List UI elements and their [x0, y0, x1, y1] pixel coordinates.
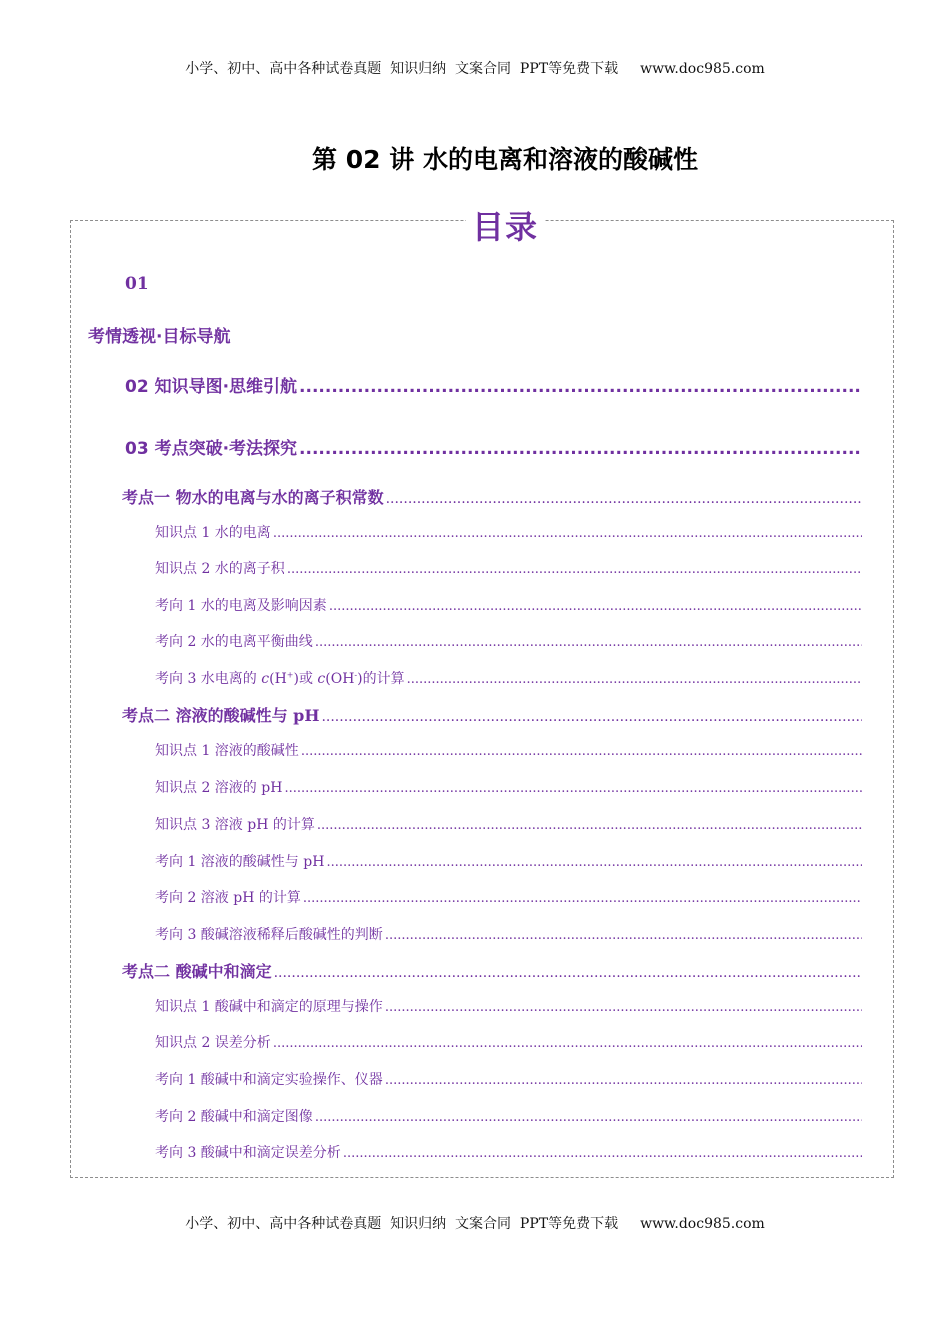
toc-item[interactable] — [155, 851, 862, 871]
toc-item-label: 考向 1 水的电离及影响因素 — [155, 598, 327, 614]
toc-heading — [0, 202, 950, 248]
toc-section-2-label: 02 知识导图·思维引航 — [125, 377, 298, 397]
toc-item[interactable] — [155, 887, 862, 907]
toc-item-text: c — [317, 671, 326, 687]
toc-section-3[interactable] — [125, 434, 862, 459]
toc-item-label: 知识点 2 溶液的 pH — [155, 780, 283, 796]
toc-item-text: (H — [269, 671, 287, 687]
toc-item-text: c — [261, 671, 270, 687]
footer-text: 小学、初中、高中各种试卷真题 知识归纳 文案合同 PPT等免费下载 — [185, 1216, 619, 1232]
toc-leader — [329, 599, 862, 614]
toc-leader — [321, 709, 862, 725]
toc-leader — [284, 781, 862, 796]
toc-item-label: 考向 3 酸碱中和滴定误差分析 — [155, 1145, 341, 1161]
header-url[interactable]: www.doc985.com — [640, 61, 765, 77]
toc-item-label: 知识点 1 酸碱中和滴定的原理与操作 — [155, 999, 383, 1015]
toc-section-1-number[interactable]: 01 — [125, 274, 149, 294]
toc-item[interactable] — [155, 522, 862, 542]
toc-item-label: 考向 2 酸碱中和滴定图像 — [155, 1109, 313, 1125]
toc-heading-text: 目录 — [466, 208, 544, 246]
toc-item[interactable] — [155, 996, 862, 1016]
toc-section-3-label: 03 考点突破·考法探究 — [125, 439, 298, 459]
toc-item[interactable] — [155, 631, 862, 651]
toc-item[interactable] — [155, 595, 862, 615]
toc-item-label: 考向 2 溶液 pH 的计算 — [155, 890, 301, 906]
toc-item-sup: - — [354, 670, 358, 680]
toc-leader — [385, 1000, 862, 1015]
toc-item[interactable] — [155, 777, 862, 797]
header-text: 小学、初中、高中各种试卷真题 知识归纳 文案合同 PPT等免费下载 — [185, 61, 619, 77]
toc-kaodian-3-label: 考点二 酸碱中和滴定 — [122, 962, 272, 981]
toc-kaodian-1-label: 考点一 物水的电离与水的离子积常数 — [122, 488, 384, 507]
toc-leader — [326, 855, 862, 870]
toc-item-label: 考向 1 溶液的酸碱性与 pH — [155, 854, 325, 870]
toc-leader — [315, 635, 862, 650]
toc-leader — [274, 965, 862, 981]
toc-leader — [299, 377, 862, 397]
toc-item-sup: + — [286, 670, 294, 680]
site-header — [0, 58, 950, 78]
toc-item[interactable] — [155, 1142, 862, 1162]
toc-leader — [385, 928, 862, 943]
toc-leader — [407, 672, 862, 687]
toc-kaodian-2-label: 考点二 溶液的酸碱性与 pH — [122, 706, 320, 725]
toc-kaodian-1[interactable] — [122, 485, 862, 508]
toc-leader — [317, 818, 862, 833]
toc-item-label: 知识点 1 水的电离 — [155, 525, 271, 541]
toc-item-label: 考向 1 酸碱中和滴定实验操作、仪器 — [155, 1072, 383, 1088]
toc-item[interactable] — [155, 1032, 862, 1052]
toc-item-text: )或 — [293, 671, 318, 687]
toc-leader — [385, 1073, 862, 1088]
toc-item[interactable] — [155, 740, 862, 760]
toc-item-label: 知识点 3 溶液 pH 的计算 — [155, 817, 315, 833]
toc-item-label: 知识点 1 溶液的酸碱性 — [155, 743, 299, 759]
toc-item-text: )的计算 — [357, 671, 405, 687]
footer-url[interactable]: www.doc985.com — [640, 1216, 765, 1232]
toc-leader — [273, 1036, 862, 1051]
toc-item-label: 知识点 2 水的离子积 — [155, 561, 285, 577]
toc-leader — [273, 526, 862, 541]
toc-item-label — [155, 668, 405, 688]
lecture-title: 第 02 讲 水的电离和溶液的酸碱性 — [312, 145, 698, 174]
toc-item[interactable] — [155, 1069, 862, 1089]
toc-item-text: 考向 3 水电离的 — [155, 671, 262, 687]
toc-item[interactable] — [155, 668, 862, 688]
toc-leader — [343, 1146, 862, 1161]
toc-kaodian-2[interactable] — [122, 703, 862, 726]
toc-leader — [299, 439, 862, 459]
toc-section-2[interactable] — [125, 372, 862, 397]
toc-leader — [386, 491, 862, 507]
toc-leader — [315, 1110, 862, 1125]
toc-item-label: 知识点 2 误差分析 — [155, 1035, 271, 1051]
toc-item[interactable] — [155, 924, 862, 944]
site-footer — [0, 1213, 950, 1233]
toc-item-label: 考向 3 酸碱溶液稀释后酸碱性的判断 — [155, 927, 383, 943]
toc-leader — [287, 562, 862, 577]
toc-item[interactable] — [155, 558, 862, 578]
toc-item-label: 考向 2 水的电离平衡曲线 — [155, 634, 313, 650]
toc-section-1-title[interactable]: 考情透视·目标导航 — [88, 327, 231, 347]
toc-leader — [301, 744, 862, 759]
toc-item[interactable] — [155, 814, 862, 834]
toc-kaodian-3[interactable] — [122, 959, 862, 982]
toc-item[interactable] — [155, 1106, 862, 1126]
toc-item-text: (OH — [325, 671, 355, 687]
toc-leader — [303, 891, 862, 906]
